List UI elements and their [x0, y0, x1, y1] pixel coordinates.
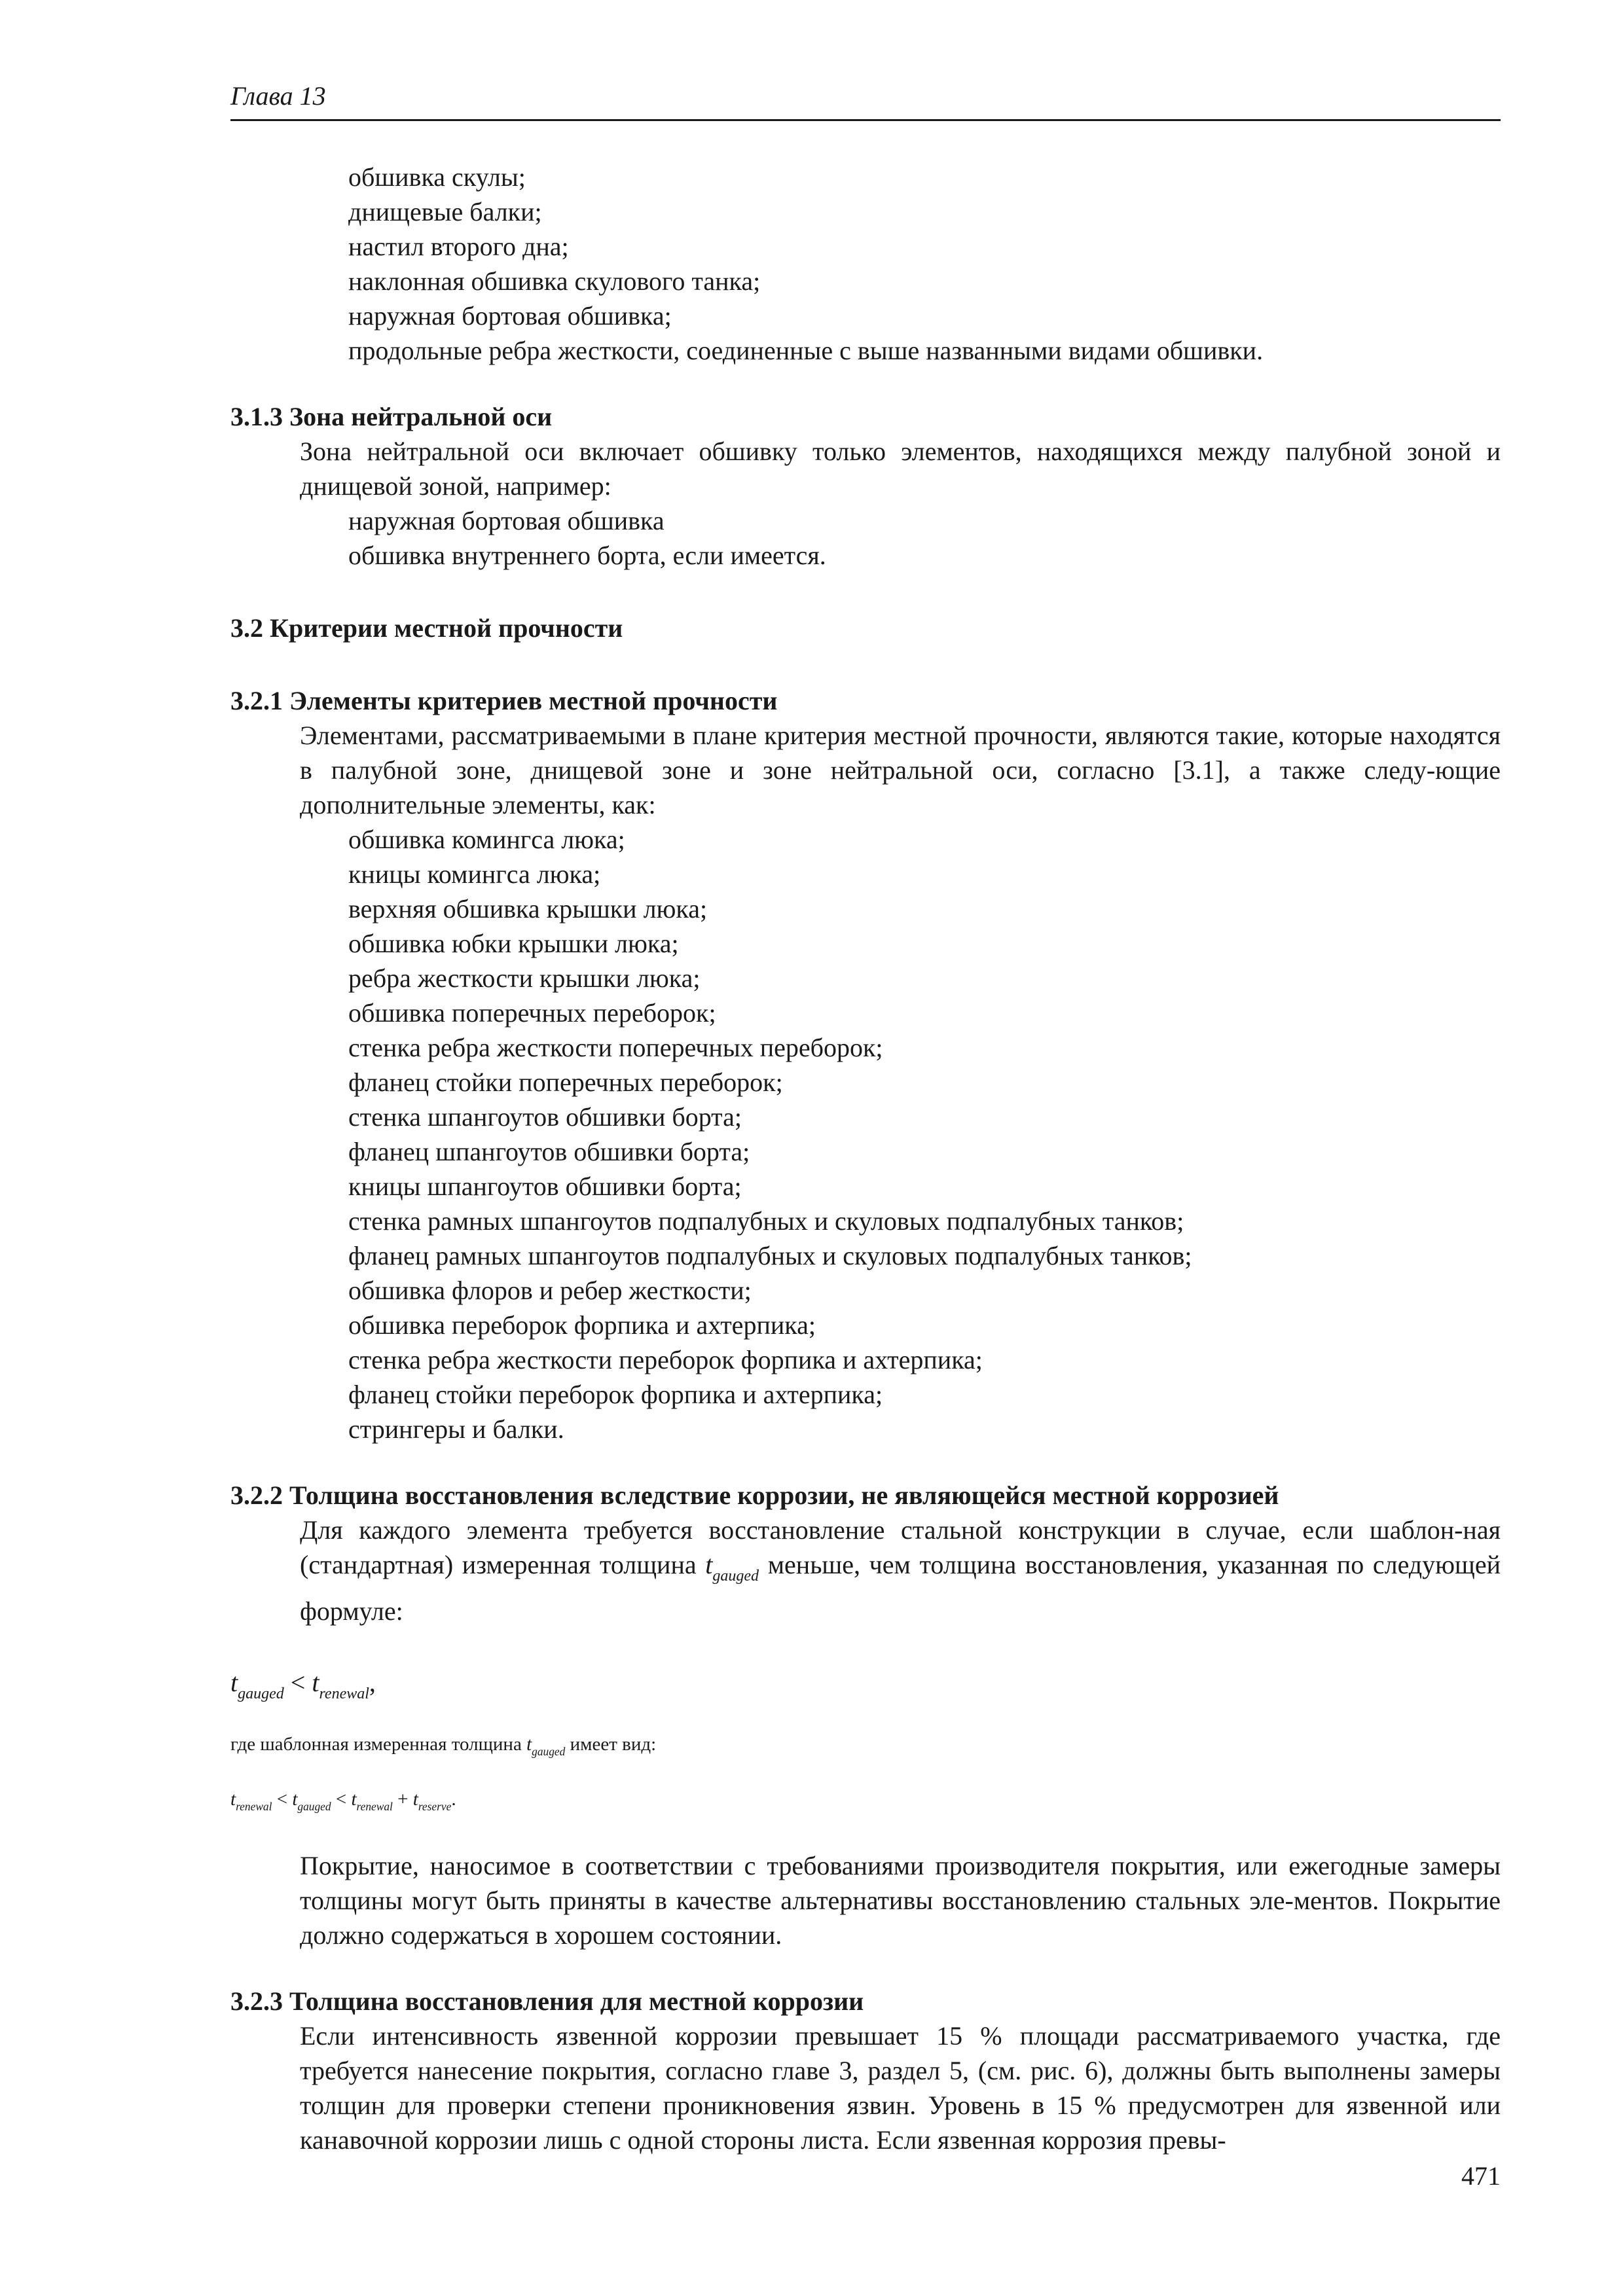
- list-3-2-1: [230, 822, 1501, 1446]
- spacer: [230, 1822, 1501, 1848]
- page-content: [230, 160, 1501, 2157]
- list-item: стрингеры и балки.: [348, 1414, 564, 1444]
- formula-2: $t_{renewal} < t_{gauged} < t_{renewal} + t_{reserve}$.: [230, 1789, 456, 1814]
- list-item: наклонная обшивка скулового танка;: [348, 266, 761, 296]
- list-item: наружная бортовая обшивка: [348, 506, 665, 535]
- chapter-title: Глава 13: [230, 81, 326, 111]
- list-item: обшивка поперечных переборок;: [348, 998, 716, 1028]
- list-item: наружная бортовая обшивка;: [348, 301, 672, 331]
- list-item: обшивка переборок форпика и ахтерпика;: [348, 1310, 816, 1340]
- page-header: [230, 77, 1501, 121]
- section-heading-3-2: 3.2 Критерии местной прочности: [230, 613, 623, 643]
- list-item: фланец стойки переборок форпика и ахтерпика;: [348, 1380, 883, 1409]
- section-heading-3-2-1: 3.2.1 Элементы критериев местной прочности: [230, 686, 778, 715]
- list-item: стенка рамных шпангоутов подпалубных и скуловых подпалубных танков;: [348, 1206, 1184, 1236]
- list-item: кницы шпангоутов обшивки борта;: [348, 1172, 742, 1201]
- list-item: стенка ребра жесткости поперечных переборок;: [348, 1033, 883, 1062]
- section-heading-3-2-3: 3.2.3 Толщина восстановления для местной коррозии: [230, 1986, 864, 2017]
- list-item: продольные ребра жесткости, соединенные с выше названными видами обшивки.: [348, 336, 1264, 365]
- list-item: стенка шпангоутов обшивки борта;: [348, 1102, 742, 1132]
- section-heading-3-1-3: 3.1.3 Зона нейтральной оси: [230, 402, 553, 431]
- page-number: 471: [1461, 2161, 1501, 2191]
- list-item: настил второго дна;: [348, 232, 569, 261]
- list-item: обшивка внутреннего борта, если имеется.: [348, 541, 826, 570]
- list-item: кницы комингса люка;: [348, 859, 601, 889]
- list-3-1-3: [230, 503, 1501, 573]
- list-item: обшивка юбки крышки люка;: [348, 929, 679, 958]
- text-after: меньше, чем толщина восстановления, указанная по следующей формуле:: [300, 1550, 1501, 1626]
- list-item: фланец стойки поперечных переборок;: [348, 1067, 783, 1097]
- list-item: днищевые балки;: [348, 197, 542, 226]
- list-item: фланец шпангоутов обшивки борта;: [348, 1137, 750, 1166]
- list-top: [230, 160, 1501, 368]
- section-text-3-2-1: Элементами, рассматриваемыми в плане критерия местной прочности, являются такие, которые находятся в палубной зоне, днищевой зоне и зоне нейтральной оси, согласно [3.1], а также следу-ющие дополнительные элементы, как:: [300, 721, 1501, 819]
- list-item: обшивка комингса люка;: [348, 825, 625, 854]
- section-heading-3-2-2: 3.2.2 Толщина восстановления вследствие коррозии, не являющейся местной коррозией: [230, 1480, 1279, 1510]
- section-text-3-2-2: Для каждого элемента требуется восстановление стальной конструкции в случае, если шаблон-ная (стандартная) измеренная толщина $t_{gauged}$ меньше, чем толщина восстановления, указанная по следующей формуле:: [300, 1515, 1501, 1626]
- list-item: ребра жесткости крышки люка;: [348, 963, 701, 993]
- list-item: стенка ребра жесткости переборок форпика и ахтерпика;: [348, 1345, 983, 1374]
- list-item: верхняя обшивка крышки люка;: [348, 894, 708, 924]
- list-item: обшивка флоров и ребер жесткости;: [348, 1276, 752, 1305]
- coating-text: Покрытие, наносимое в соответствии с требованиями производителя покрытия, или ежегодные замеры толщины могут быть приняты в качестве альтернативы восстановлению стальных эле-ментов. Покрытие должно содержаться в хорошем состоянии.: [300, 1851, 1501, 1950]
- section-text-3-2-3: Если интенсивность язвенной коррозии превышает 15 % площади рассматриваемого участка, где требуется нанесение покрытия, согласно главе 3, раздел 5, (см. рис. 6), должны быть выполнены замеры толщин для проверки степени проникновения язвин. Уровень в 15 % предусмотрен для язвенной или канавочной коррозии лишь с одной стороны листа. Если язвенная коррозия превы-: [300, 2021, 1501, 2155]
- list-item: обшивка скулы;: [348, 162, 526, 192]
- formula-where-text: где шаблонная измеренная толщина $t_{gauged}$ имеет вид:: [230, 1733, 657, 1758]
- section-text-3-1-3: Зона нейтральной оси включает обшивку только элементов, находящихся между палубной зоной и днищевой зоной, например:: [300, 437, 1501, 501]
- text-before: Для каждого элемента требуется восстановление стальной конструкции в случае, если шаблон-ная (стандартная) измеренная толщина: [300, 1515, 1501, 1579]
- formula-1: $t_{gauged} < t_{renewal}$,: [230, 1667, 376, 1702]
- list-item: фланец рамных шпангоутов подпалубных и скуловых подпалубных танков;: [348, 1241, 1192, 1270]
